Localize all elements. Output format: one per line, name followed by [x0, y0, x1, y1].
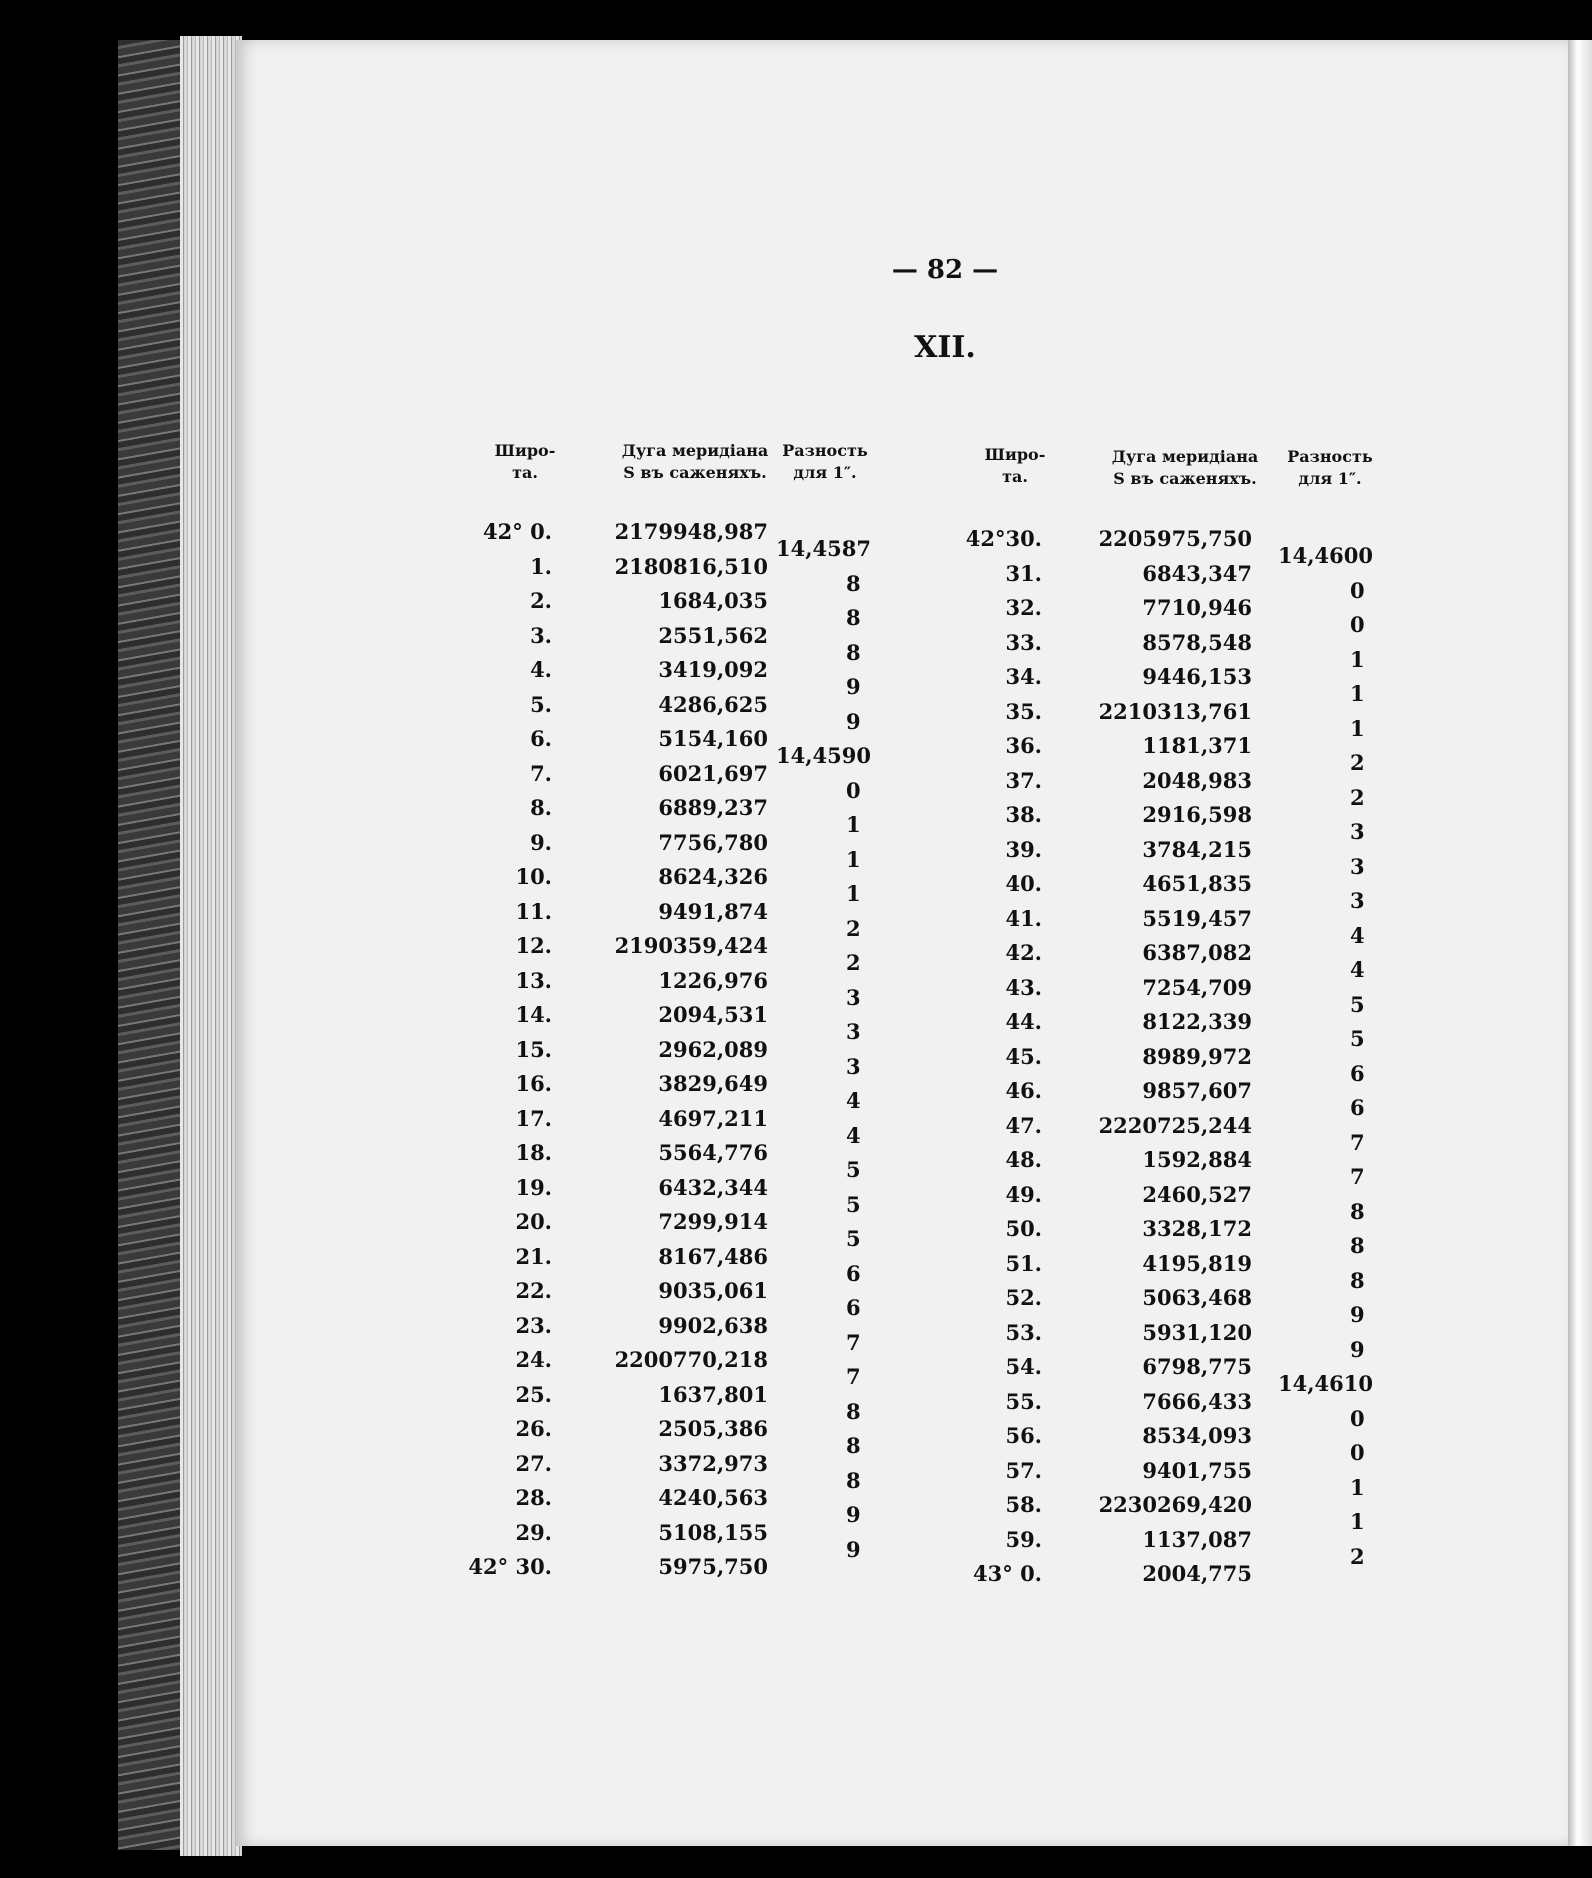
facing-page-edge [1568, 40, 1592, 1846]
latitude-cell: 42°30. [965, 526, 1042, 551]
arc-cell: 8624,326 [658, 864, 768, 889]
difference-cell: 2 [846, 950, 861, 976]
book-binding [118, 40, 182, 1850]
header-line: Широ- [984, 445, 1046, 464]
latitude-cell: 34. [1005, 664, 1042, 689]
difference-cell: 7 [1350, 1164, 1365, 1190]
latitude-cell: 48. [1005, 1147, 1042, 1172]
latitude-cell: 6. [530, 726, 552, 751]
difference-cell: 5 [846, 1226, 861, 1252]
difference-cell: 14,4610 [1278, 1371, 1373, 1397]
left-header-latitude [480, 440, 570, 484]
difference-cell: 8 [846, 1467, 861, 1493]
arc-cell: 9401,755 [1142, 1457, 1252, 1483]
difference-cell: 3 [1350, 888, 1365, 914]
arc-cell: 7299,914 [658, 1209, 768, 1234]
difference-cell: 3 [846, 1053, 861, 1079]
arc-cell: 2179948,987 [614, 519, 768, 544]
arc-cell: 5975,750 [658, 1554, 768, 1579]
page-edges [180, 36, 242, 1856]
latitude-cell: 57. [1005, 1457, 1042, 1483]
arc-cell: 3328,172 [1142, 1216, 1252, 1241]
latitude-cell: 11. [515, 898, 552, 924]
arc-cell: 2205975,750 [1098, 526, 1252, 551]
difference-cell: 5 [846, 1191, 861, 1217]
page-number: — 82 — [891, 255, 999, 285]
difference-cell: 1 [846, 812, 861, 838]
difference-cell: 1 [846, 846, 861, 872]
difference-cell: 4 [846, 1122, 861, 1148]
difference-cell: 8 [1350, 1198, 1365, 1224]
arc-cell: 3419,092 [658, 657, 768, 682]
arc-cell: 9902,638 [658, 1312, 768, 1338]
arc-cell: 8989,972 [1142, 1043, 1252, 1069]
arc-cell: 2505,386 [658, 1416, 768, 1441]
latitude-cell: 2. [530, 588, 552, 613]
arc-cell: 6387,082 [1142, 940, 1252, 965]
arc-cell: 7756,780 [658, 829, 768, 855]
arc-cell: 2460,527 [1142, 1181, 1252, 1207]
difference-cell: 0 [846, 777, 861, 803]
difference-cell: 4 [1350, 922, 1365, 948]
latitude-cell: 16. [515, 1071, 552, 1096]
latitude-cell: 51. [1005, 1250, 1042, 1276]
section-title: XII. [914, 330, 976, 365]
arc-cell: 4697,211 [658, 1105, 768, 1131]
header-line: та. [1002, 467, 1028, 486]
difference-cell: 8 [846, 605, 861, 631]
latitude-cell: 58. [1005, 1492, 1042, 1517]
arc-cell: 2962,089 [658, 1036, 768, 1062]
difference-cell: 9 [846, 1502, 861, 1528]
latitude-cell: 8. [530, 795, 552, 820]
latitude-cell: 43° 0. [973, 1561, 1042, 1586]
difference-cell: 2 [1350, 784, 1365, 810]
latitude-cell: 55. [1005, 1388, 1042, 1414]
arc-cell: 1637,801 [658, 1381, 768, 1407]
arc-cell: 3372,973 [658, 1450, 768, 1476]
difference-cell: 4 [846, 1088, 861, 1114]
difference-cell: 8 [1350, 1233, 1365, 1259]
arc-cell: 2220725,244 [1098, 1112, 1252, 1138]
latitude-cell: 14. [515, 1002, 552, 1027]
latitude-cell: 32. [1005, 595, 1042, 620]
header-line: Разность [782, 441, 868, 460]
latitude-cell: 12. [515, 933, 552, 958]
arc-cell: 6889,237 [658, 795, 768, 820]
latitude-cell: 15. [515, 1036, 552, 1062]
latitude-cell: 56. [1005, 1423, 1042, 1448]
header-line: для 1″. [793, 463, 857, 482]
latitude-cell: 46. [1005, 1078, 1042, 1103]
difference-cell: 14,4600 [1278, 543, 1373, 569]
arc-cell: 6021,697 [658, 760, 768, 786]
arc-cell: 4195,819 [1142, 1250, 1252, 1276]
right-header-difference [1280, 446, 1380, 490]
arc-cell: 2210313,761 [1098, 698, 1252, 724]
difference-cell: 0 [1350, 1405, 1365, 1431]
difference-cell: 1 [1350, 1509, 1365, 1535]
difference-cell: 2 [1350, 1543, 1365, 1569]
difference-cell: 14,4587 [776, 536, 871, 562]
latitude-cell: 29. [515, 1519, 552, 1545]
arc-cell: 2551,562 [658, 622, 768, 648]
latitude-cell: 40. [1005, 871, 1042, 896]
latitude-cell: 35. [1005, 698, 1042, 724]
latitude-cell: 36. [1005, 733, 1042, 758]
arc-cell: 1137,087 [1142, 1526, 1252, 1552]
latitude-cell: 19. [515, 1174, 552, 1200]
latitude-cell: 22. [515, 1278, 552, 1303]
difference-cell: 1 [1350, 1474, 1365, 1500]
latitude-cell: 13. [515, 967, 552, 993]
header-line: Дуга меридіана [1111, 447, 1259, 466]
right-header-latitude [970, 444, 1060, 488]
latitude-cell: 53. [1005, 1319, 1042, 1345]
arc-cell: 8167,486 [658, 1243, 768, 1269]
latitude-cell: 33. [1005, 629, 1042, 655]
latitude-cell: 26. [515, 1416, 552, 1441]
header-line: для 1″. [1298, 469, 1362, 488]
latitude-cell: 50. [1005, 1216, 1042, 1241]
book-page [236, 40, 1568, 1846]
difference-cell: 4 [1350, 957, 1365, 983]
arc-cell: 2190359,424 [614, 933, 768, 958]
header-line: S въ саженяхъ. [1113, 469, 1257, 488]
latitude-cell: 1. [530, 553, 552, 579]
latitude-cell: 37. [1005, 767, 1042, 793]
arc-cell: 7710,946 [1142, 595, 1252, 620]
right-header-arc [1100, 446, 1270, 490]
latitude-cell: 3. [530, 622, 552, 648]
latitude-cell: 5. [530, 691, 552, 717]
header-line: Широ- [494, 441, 556, 460]
arc-cell: 5519,457 [1142, 905, 1252, 931]
difference-cell: 1 [1350, 646, 1365, 672]
arc-cell: 4240,563 [658, 1485, 768, 1510]
latitude-cell: 31. [1005, 560, 1042, 586]
arc-cell: 4651,835 [1142, 871, 1252, 896]
arc-cell: 5931,120 [1142, 1319, 1252, 1345]
difference-cell: 3 [846, 984, 861, 1010]
arc-cell: 4286,625 [658, 691, 768, 717]
arc-cell: 2200770,218 [614, 1347, 768, 1372]
arc-cell: 1226,976 [658, 967, 768, 993]
header-line: S въ саженяхъ. [623, 463, 767, 482]
difference-cell: 1 [846, 881, 861, 907]
difference-cell: 9 [1350, 1302, 1365, 1328]
arc-cell: 6798,775 [1142, 1354, 1252, 1379]
arc-cell: 2004,775 [1142, 1561, 1252, 1586]
latitude-cell: 39. [1005, 836, 1042, 862]
latitude-cell: 49. [1005, 1181, 1042, 1207]
difference-cell: 6 [846, 1260, 861, 1286]
latitude-cell: 10. [515, 864, 552, 889]
arc-cell: 2916,598 [1142, 802, 1252, 827]
latitude-cell: 21. [515, 1243, 552, 1269]
latitude-cell: 17. [515, 1105, 552, 1131]
difference-cell: 14,4590 [776, 743, 871, 769]
latitude-cell: 47. [1005, 1112, 1042, 1138]
latitude-cell: 4. [530, 657, 552, 682]
latitude-cell: 43. [1005, 974, 1042, 1000]
arc-cell: 3829,649 [658, 1071, 768, 1096]
latitude-cell: 24. [515, 1347, 552, 1372]
latitude-cell: 44. [1005, 1009, 1042, 1034]
difference-cell: 8 [846, 639, 861, 665]
latitude-cell: 42. [1005, 940, 1042, 965]
arc-cell: 1592,884 [1142, 1147, 1252, 1172]
difference-cell: 6 [1350, 1060, 1365, 1086]
arc-cell: 9491,874 [658, 898, 768, 924]
arc-cell: 6432,344 [658, 1174, 768, 1200]
latitude-cell: 41. [1005, 905, 1042, 931]
left-header-arc [610, 440, 780, 484]
difference-cell: 8 [846, 1398, 861, 1424]
difference-cell: 9 [846, 1536, 861, 1562]
arc-cell: 9035,061 [658, 1278, 768, 1303]
difference-cell: 1 [1350, 715, 1365, 741]
arc-cell: 1181,371 [1142, 733, 1252, 758]
difference-cell: 1 [1350, 681, 1365, 707]
arc-cell: 8534,093 [1142, 1423, 1252, 1448]
difference-cell: 3 [1350, 853, 1365, 879]
latitude-cell: 52. [1005, 1285, 1042, 1310]
arc-cell: 7254,709 [1142, 974, 1252, 1000]
arc-cell: 2230269,420 [1098, 1492, 1252, 1517]
header-line: Дуга меридіана [621, 441, 769, 460]
left-header-difference [775, 440, 875, 484]
difference-cell: 3 [846, 1019, 861, 1045]
difference-cell: 7 [1350, 1129, 1365, 1155]
arc-cell: 5154,160 [658, 726, 768, 751]
arc-cell: 9857,607 [1142, 1078, 1252, 1103]
latitude-cell: 20. [515, 1209, 552, 1234]
difference-cell: 2 [1350, 750, 1365, 776]
arc-cell: 2094,531 [658, 1002, 768, 1027]
header-line: та. [512, 463, 538, 482]
difference-cell: 8 [846, 570, 861, 596]
latitude-cell: 45. [1005, 1043, 1042, 1069]
difference-cell: 8 [846, 1433, 861, 1459]
arc-cell: 6843,347 [1142, 560, 1252, 586]
arc-cell: 7666,433 [1142, 1388, 1252, 1414]
latitude-cell: 42° 0. [483, 519, 552, 544]
latitude-cell: 7. [530, 760, 552, 786]
difference-cell: 5 [1350, 991, 1365, 1017]
latitude-cell: 42° 30. [468, 1554, 552, 1579]
difference-cell: 0 [1350, 1440, 1365, 1466]
arc-cell: 2048,983 [1142, 767, 1252, 793]
latitude-cell: 23. [515, 1312, 552, 1338]
difference-cell: 5 [1350, 1026, 1365, 1052]
difference-cell: 7 [846, 1364, 861, 1390]
difference-cell: 6 [846, 1295, 861, 1321]
arc-cell: 5108,155 [658, 1519, 768, 1545]
latitude-cell: 27. [515, 1450, 552, 1476]
arc-cell: 8578,548 [1142, 629, 1252, 655]
difference-cell: 7 [846, 1329, 861, 1355]
difference-cell: 2 [846, 915, 861, 941]
difference-cell: 9 [846, 674, 861, 700]
difference-cell: 6 [1350, 1095, 1365, 1121]
latitude-cell: 28. [515, 1485, 552, 1510]
arc-cell: 2180816,510 [614, 553, 768, 579]
latitude-cell: 59. [1005, 1526, 1042, 1552]
difference-cell: 0 [1350, 577, 1365, 603]
difference-cell: 8 [1350, 1267, 1365, 1293]
latitude-cell: 18. [515, 1140, 552, 1165]
latitude-cell: 9. [530, 829, 552, 855]
arc-cell: 9446,153 [1142, 664, 1252, 689]
header-line: Разность [1287, 447, 1373, 466]
latitude-cell: 25. [515, 1381, 552, 1407]
difference-cell: 9 [846, 708, 861, 734]
arc-cell: 5564,776 [658, 1140, 768, 1165]
difference-cell: 5 [846, 1157, 861, 1183]
arc-cell: 5063,468 [1142, 1285, 1252, 1310]
arc-cell: 8122,339 [1142, 1009, 1252, 1034]
latitude-cell: 54. [1005, 1354, 1042, 1379]
latitude-cell: 38. [1005, 802, 1042, 827]
arc-cell: 3784,215 [1142, 836, 1252, 862]
difference-cell: 3 [1350, 819, 1365, 845]
difference-cell: 9 [1350, 1336, 1365, 1362]
arc-cell: 1684,035 [658, 588, 768, 613]
difference-cell: 0 [1350, 612, 1365, 638]
